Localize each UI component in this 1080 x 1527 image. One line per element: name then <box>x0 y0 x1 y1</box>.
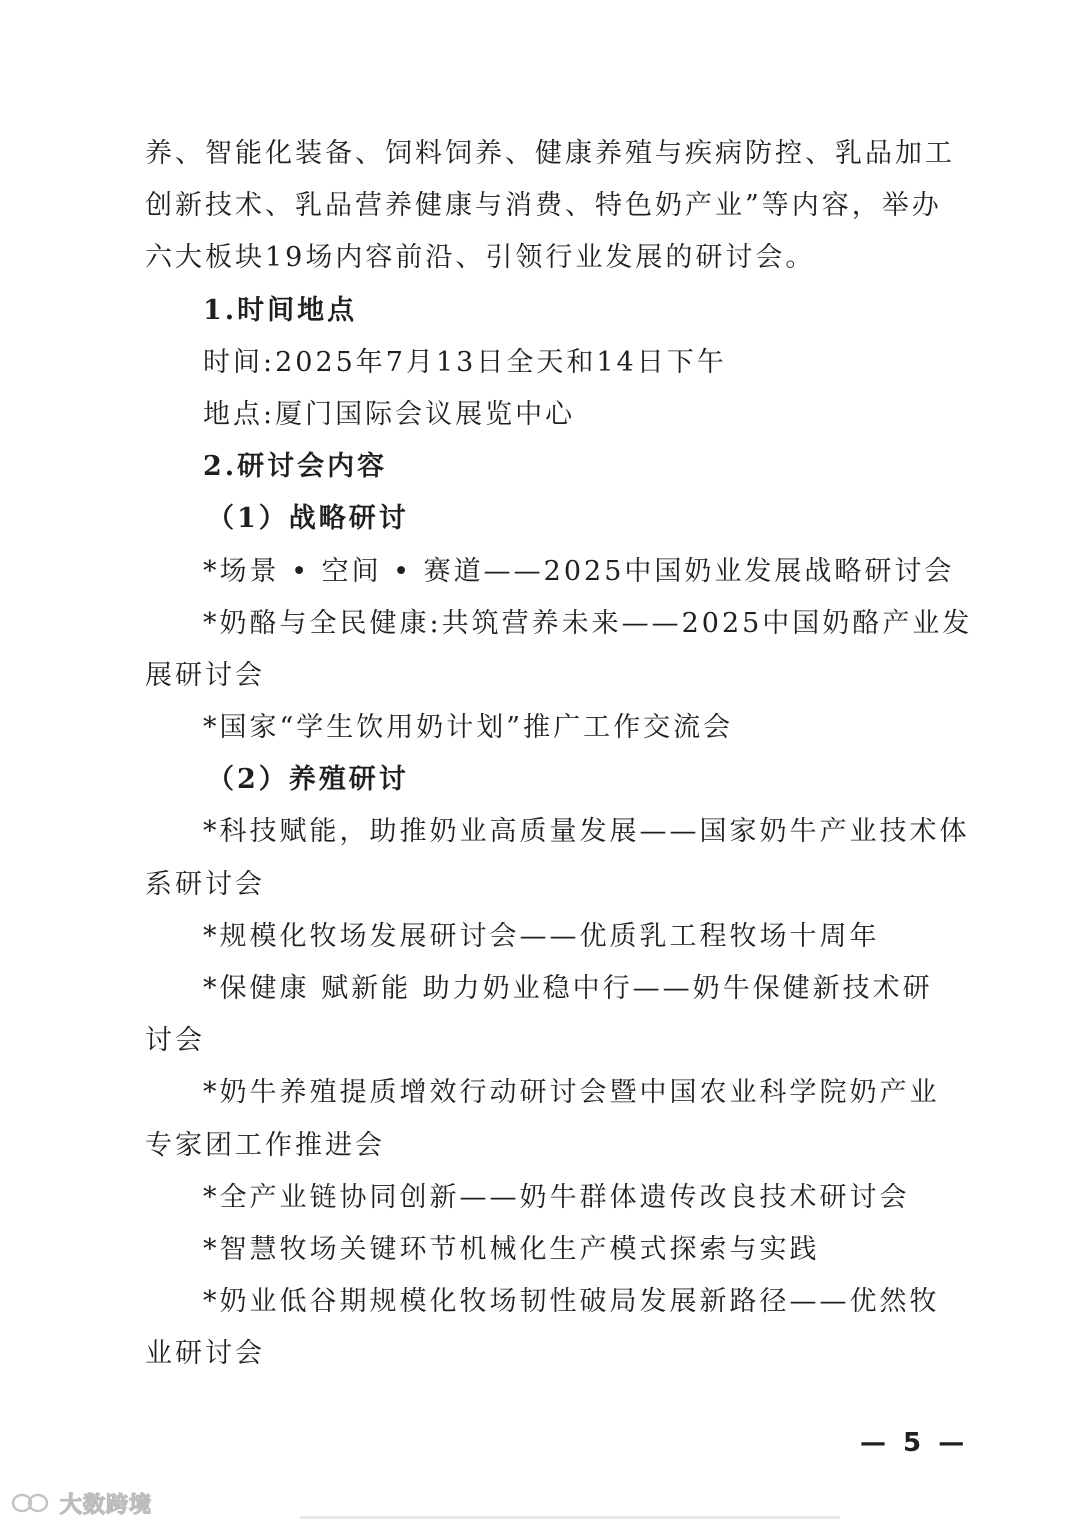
page-number: — 5 — <box>860 1428 969 1458</box>
list-item-continuation: 展研讨会 <box>145 659 265 691</box>
list-item: *保健康 赋新能 助力奶业稳中行——奶牛保健新技术研 <box>203 973 933 1004</box>
paragraph-line: 创新技术、乳品营养健康与消费、特色奶产业”等内容，举办 <box>145 190 942 222</box>
list-item: *场景 • 空间 • 赛道——2025中国奶业发展战略研讨会 <box>203 555 955 587</box>
list-item-continuation: 专家团工作推进会 <box>145 1129 385 1161</box>
list-item: *智慧牧场关键环节机械化生产模式探索与实践 <box>203 1233 820 1265</box>
list-item: *奶酪与全民健康:共筑营养未来——2025中国奶酪产业发 <box>203 607 973 639</box>
section-heading-time-place: 1.时间地点 <box>203 294 358 326</box>
list-item: *国家“学生饮用奶计划”推广工作交流会 <box>203 712 734 744</box>
list-item: *全产业链协同创新——奶牛群体遗传改良技术研讨会 <box>203 1181 910 1213</box>
bottom-rule <box>300 1516 840 1519</box>
list-item-continuation: 业研讨会 <box>145 1338 265 1370</box>
watermark <box>10 1488 152 1518</box>
list-item-continuation: 系研讨会 <box>145 868 265 900</box>
paragraph-line: 养、智能化装备、饲料饲养、健康养殖与疾病防控、乳品加工 <box>145 138 955 169</box>
paragraph-line: 六大板块19场内容前沿、引领行业发展的研讨会。 <box>145 242 816 274</box>
list-item: *规模化牧场发展研讨会——优质乳工程牧场十周年 <box>203 920 880 952</box>
list-item: *奶牛养殖提质增效行动研讨会暨中国农业科学院奶产业 <box>203 1077 940 1109</box>
event-time: 时间:2025年7月13日全天和14日下午 <box>203 346 727 378</box>
watermark-text: 大数跨境 <box>60 1492 153 1518</box>
document-body <box>145 128 973 1381</box>
subheading-strategy: （1）战略研讨 <box>207 503 409 535</box>
list-item: *奶业低谷期规模化牧场韧性破局发展新路径——优然牧 <box>203 1286 940 1318</box>
event-place: 地点:厦门国际会议展览中心 <box>203 398 576 430</box>
chain-logo-icon <box>10 1491 52 1515</box>
list-item-continuation: 讨会 <box>145 1025 205 1057</box>
section-heading-seminar-content: 2.研讨会内容 <box>203 451 388 483</box>
list-item: *科技赋能，助推奶业高质量发展——国家奶牛产业技术体 <box>203 816 970 848</box>
subheading-farming: （2）养殖研讨 <box>207 764 409 796</box>
